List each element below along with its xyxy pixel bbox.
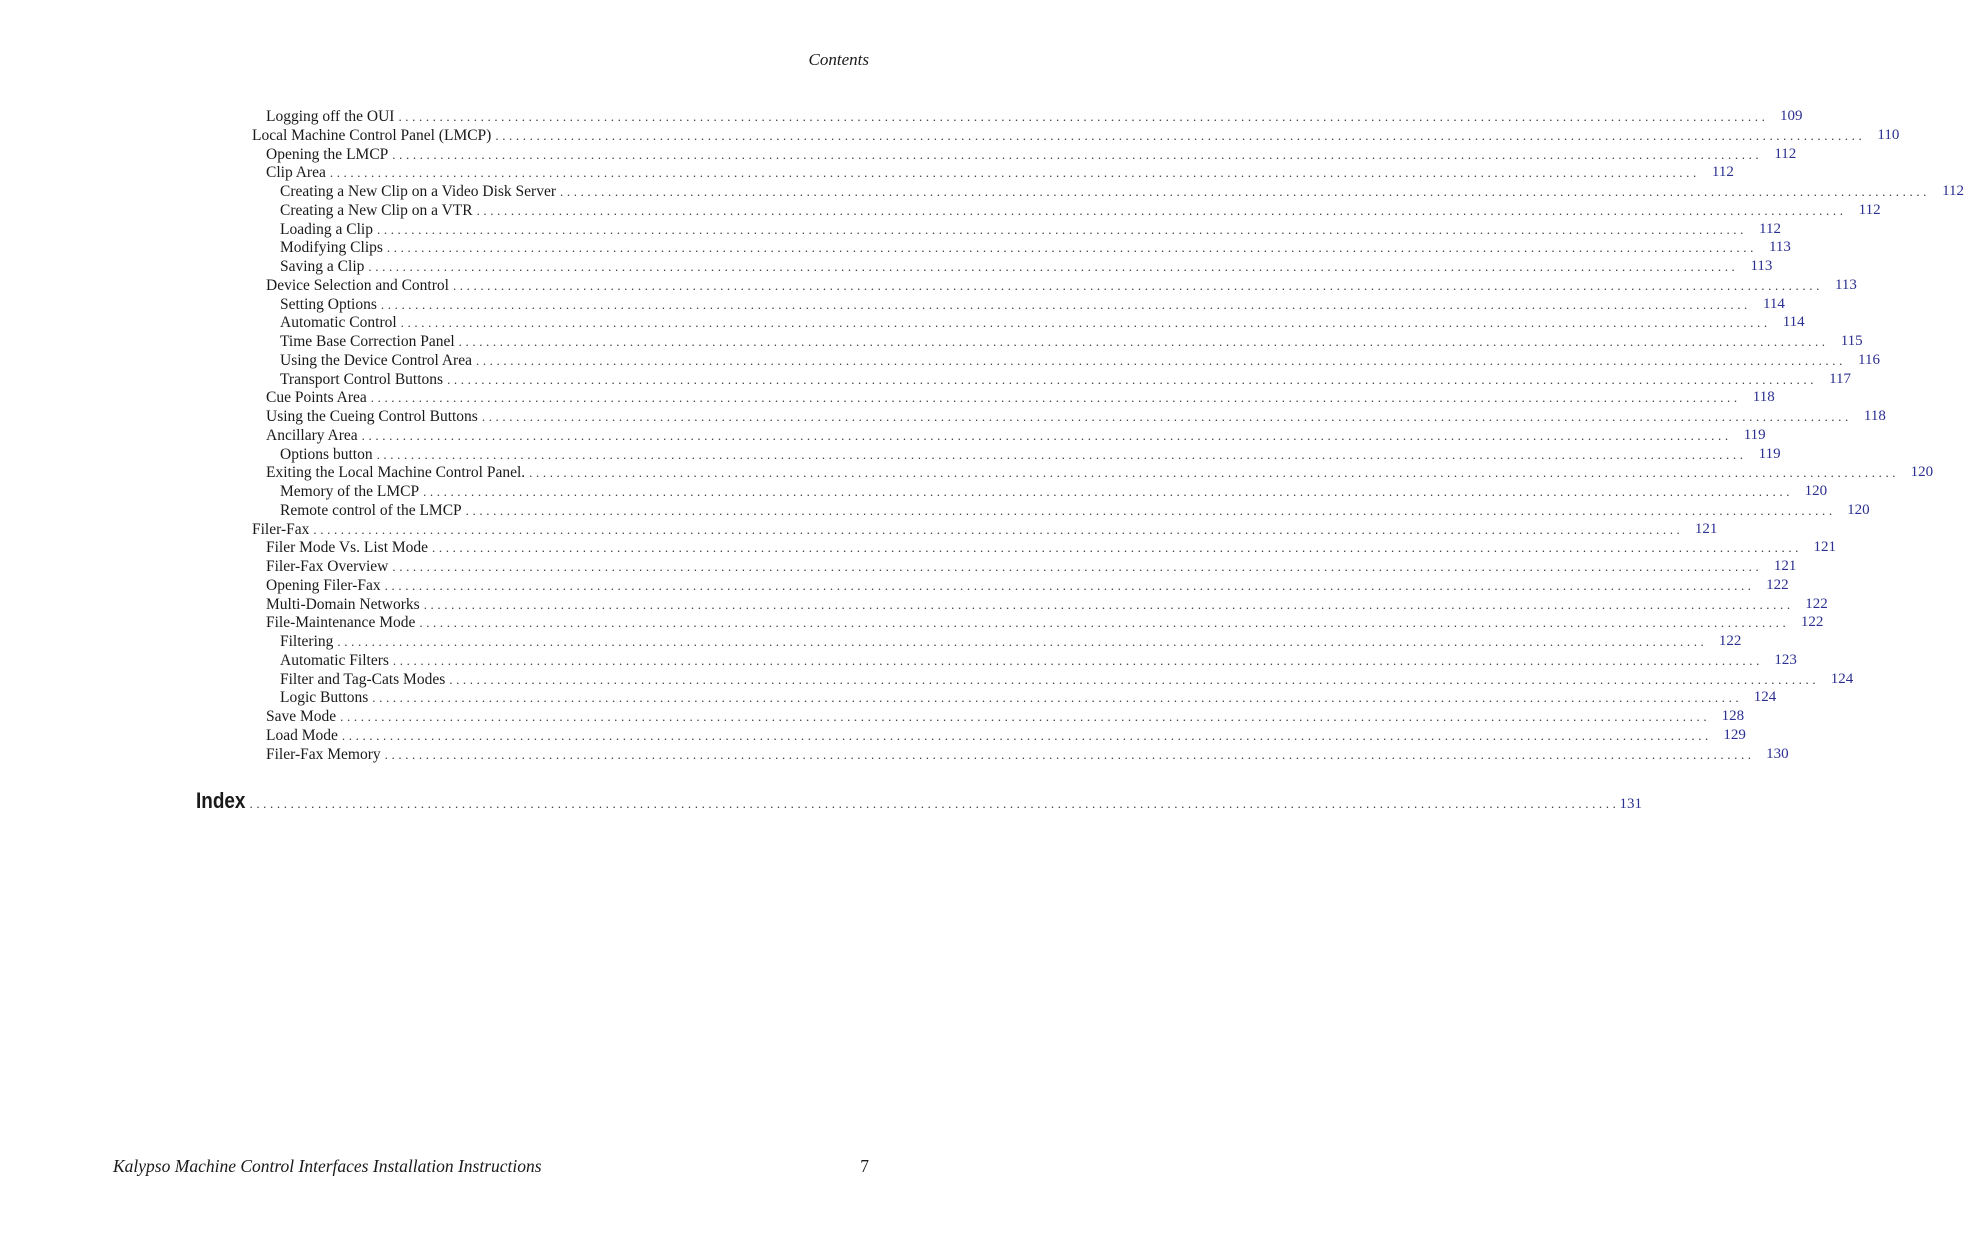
toc-entry-title[interactable]: Filtering	[280, 633, 334, 650]
dot-leader: ........................................................................................................................................................................................................	[529, 465, 1900, 481]
toc-entry[interactable]	[0, 126, 1900, 145]
toc-entry[interactable]	[0, 351, 1880, 370]
toc-entry-page-link[interactable]: 130	[1766, 745, 1789, 762]
toc-entry-page-link[interactable]: 113	[1768, 239, 1791, 256]
toc-entry-page-link[interactable]: 124	[1753, 689, 1777, 706]
dot-leader: ........................................................................................................................................................................................................	[380, 296, 1751, 312]
index-heading[interactable]: Index	[196, 788, 246, 813]
footer-document-title: Kalypso Machine Control Interfaces Installation Instructions	[113, 1156, 542, 1176]
toc-entry-title[interactable]: Filer Mode Vs. List Mode	[266, 539, 429, 557]
toc-entry[interactable]	[0, 107, 1803, 126]
toc-entry[interactable]	[0, 388, 1775, 407]
toc-entry[interactable]	[0, 220, 1781, 239]
toc-entry[interactable]	[0, 238, 1791, 257]
dot-leader: ........................................................................................................................................................................................................	[423, 484, 1794, 499]
toc-entry-title[interactable]: Device Selection and Control	[266, 276, 449, 294]
toc-entry-page-link[interactable]: 122	[1718, 633, 1742, 649]
toc-entry-title[interactable]: Creating a New Clip on a Video Disk Server	[280, 183, 557, 200]
dot-leader: ........................................................................................................................................................................................................	[313, 521, 1684, 537]
toc-entry-page-link[interactable]: 112	[1711, 164, 1734, 181]
toc-entry-title[interactable]: Exiting the Local Machine Control Panel.	[266, 464, 526, 482]
toc-entry-page-link[interactable]: 118	[1863, 408, 1886, 424]
toc-entry-page-link[interactable]: 114	[1782, 314, 1805, 331]
toc-entry[interactable]	[0, 651, 1797, 670]
toc-entry-title[interactable]: Time Base Correction Panel	[280, 333, 455, 350]
dot-leader: ........................................................................................................................................................................................................	[400, 315, 1771, 331]
dot-leader: ........................................................................................................................................................................................................	[249, 796, 1620, 811]
toc-entry-title[interactable]: Loading a Clip	[280, 220, 373, 238]
dot-leader: ........................................................................................................................................................................................................	[423, 596, 1794, 612]
toc-entry-title[interactable]: Local Machine Control Panel (LMCP)	[252, 126, 492, 144]
toc-entry-page-link[interactable]: 121	[1813, 539, 1837, 556]
toc-entry-page-link[interactable]: 128	[1721, 708, 1745, 724]
dot-leader: ........................................................................................................................................................................................................	[465, 502, 1836, 518]
toc-entry-page-link[interactable]: 113	[1750, 258, 1773, 274]
toc-entry[interactable]	[0, 370, 1852, 389]
toc-entry[interactable]	[0, 707, 1745, 726]
toc-entry-page-link[interactable]: 110	[1877, 126, 1900, 143]
toc-entry[interactable]	[0, 557, 1797, 576]
toc-entry-title[interactable]: Opening Filer-Fax	[266, 576, 381, 594]
toc-entry-title[interactable]: Setting Options	[280, 295, 377, 313]
toc-entry-page-link[interactable]: 119	[1758, 445, 1781, 462]
dot-leader: ........................................................................................................................................................................................................	[398, 109, 1769, 124]
toc-entry-page-link[interactable]: 112	[1858, 201, 1881, 218]
dot-leader: ........................................................................................................................................................................................................	[341, 727, 1712, 743]
toc-entry-title[interactable]: Options button	[280, 445, 373, 463]
dot-leader: ........................................................................................................................................................................................................	[475, 352, 1846, 368]
toc-entry[interactable]	[0, 332, 1863, 351]
toc-entry-title[interactable]: File-Maintenance Mode	[266, 614, 416, 632]
toc-entry-title[interactable]: Memory of the LMCP	[280, 483, 420, 500]
toc-entry-title[interactable]: Automatic Control	[280, 314, 397, 332]
dot-leader: ........................................................................................................................................................................................................	[452, 277, 1823, 293]
dot-leader: ........................................................................................................................................................................................................	[377, 221, 1747, 237]
toc-entry-page-link[interactable]: 123	[1774, 651, 1797, 668]
toc-entry-title[interactable]: Transport Control Buttons	[280, 370, 444, 388]
toc-entry-page-link[interactable]: 112	[1942, 183, 1964, 199]
toc-entry-page-link[interactable]: 119	[1743, 426, 1766, 443]
toc-entry[interactable]	[0, 745, 1789, 764]
dot-leader: ........................................................................................................................................................................................................	[372, 690, 1743, 706]
dot-leader: ........................................................................................................................................................................................................	[386, 240, 1757, 256]
toc-entry[interactable]	[0, 595, 1828, 614]
dot-leader: ........................................................................................................................................................................................................	[449, 671, 1820, 687]
dot-leader: ........................................................................................................................................................................................................	[432, 540, 1803, 556]
toc-entry[interactable]	[0, 576, 1789, 595]
dot-leader: ........................................................................................................................................................................................................	[337, 634, 1708, 649]
toc-entry-title[interactable]: Creating a New Clip on a VTR	[280, 201, 473, 219]
toc-entry[interactable]	[0, 670, 1854, 689]
toc-entry[interactable]	[0, 726, 1746, 745]
toc-entry-page-link[interactable]: 109	[1779, 108, 1803, 124]
dot-leader: ........................................................................................................................................................................................................	[481, 409, 1852, 424]
toc-entry-title[interactable]: Logic Buttons	[280, 689, 369, 707]
dot-leader: ........................................................................................................................................................................................................	[392, 559, 1763, 574]
toc-entry[interactable]	[0, 632, 1742, 651]
toc-entry-title[interactable]: Clip Area	[266, 164, 326, 182]
toc-entry-page-link[interactable]: 115	[1840, 333, 1863, 349]
toc-entry-index[interactable]	[0, 786, 1642, 814]
toc-entry-title[interactable]: Filer-Fax Overview	[266, 558, 389, 575]
toc-entry[interactable]	[0, 182, 1964, 201]
toc-entry[interactable]	[0, 201, 1881, 220]
dot-leader: ........................................................................................................................................................................................................	[392, 652, 1763, 668]
dot-leader: ........................................................................................................................................................................................................	[361, 427, 1732, 443]
toc-entry[interactable]	[0, 295, 1785, 314]
toc-entry[interactable]	[0, 463, 1934, 482]
dot-leader: ........................................................................................................................................................................................................	[376, 446, 1747, 462]
toc-entry[interactable]	[0, 426, 1766, 445]
toc-entry-title[interactable]: Saving a Clip	[280, 258, 365, 275]
toc-entry[interactable]	[0, 688, 1777, 707]
toc-entry-page-link[interactable]: 120	[1847, 501, 1870, 518]
toc-entry-page-link[interactable]: 121	[1773, 558, 1797, 574]
toc-entry[interactable]	[0, 445, 1781, 464]
toc-entry[interactable]	[0, 501, 1870, 520]
dot-leader: ........................................................................................................................................................................................................	[458, 334, 1829, 349]
toc-entry-title[interactable]: Filer-Fax	[252, 520, 310, 538]
toc-entry-page-link[interactable]: 118	[1752, 389, 1775, 406]
dot-leader: ........................................................................................................................................................................................................	[329, 165, 1700, 181]
toc-entry[interactable]	[0, 257, 1773, 276]
toc-entry-title[interactable]: Remote control of the LMCP	[280, 501, 462, 519]
toc-entry[interactable]	[0, 482, 1828, 501]
toc-entry-page-link[interactable]: 120	[1910, 464, 1934, 481]
toc-entry-page-link[interactable]: 122	[1805, 595, 1828, 612]
toc-entry[interactable]	[0, 163, 1734, 182]
toc-entry-title[interactable]: Load Mode	[266, 726, 338, 744]
toc-entry-page-link[interactable]: 112	[1774, 145, 1797, 162]
dot-leader: ........................................................................................................................................................................................................	[340, 709, 1711, 724]
toc-entry-title[interactable]: Using the Cueing Control Buttons	[266, 408, 478, 425]
toc-entry-page-link[interactable]: 120	[1804, 483, 1828, 499]
dot-leader: ........................................................................................................................................................................................................	[384, 746, 1755, 762]
toc-entry-title[interactable]: Logging off the OUI	[266, 108, 395, 125]
toc-entry-title[interactable]: Automatic Filters	[280, 651, 389, 669]
dot-leader: ........................................................................................................................................................................................................	[495, 127, 1866, 143]
toc-entry[interactable]	[0, 276, 1857, 295]
dot-leader: ........................................................................................................................................................................................................	[384, 577, 1755, 593]
toc-entry-title[interactable]: Opening the LMCP	[266, 145, 389, 163]
toc-entry-title[interactable]: Ancillary Area	[266, 426, 358, 444]
toc-entry-title[interactable]: Cue Points Area	[266, 389, 367, 407]
dot-leader: ........................................................................................................................................................................................................	[392, 146, 1763, 162]
dot-leader: ........................................................................................................................................................................................................	[476, 202, 1847, 218]
toc-entry-page-link[interactable]: 124	[1830, 670, 1854, 687]
toc-entry-page-link[interactable]: 122	[1766, 576, 1789, 593]
dot-leader: ........................................................................................................................................................................................................	[447, 371, 1818, 387]
index-page-link[interactable]: 131	[1619, 796, 1642, 812]
toc-entry[interactable]	[0, 407, 1886, 426]
dot-leader: ........................................................................................................................................................................................................	[560, 184, 1931, 199]
running-head: Contents	[808, 50, 869, 69]
dot-leader: ........................................................................................................................................................................................................	[419, 615, 1790, 631]
toc-entry-page-link[interactable]: 129	[1723, 726, 1746, 743]
toc-entry-title[interactable]: Modifying Clips	[280, 239, 383, 257]
dot-leader: ........................................................................................................................................................................................................	[368, 259, 1739, 274]
toc-entry-title[interactable]: Filter and Tag-Cats Modes	[280, 670, 446, 688]
toc-entry-page-link[interactable]: 122	[1800, 614, 1824, 631]
toc-entry-title[interactable]: Using the Device Control Area	[280, 351, 472, 369]
footer-page-number: 7	[860, 1156, 869, 1176]
toc-entry-page-link[interactable]: 121	[1694, 520, 1718, 537]
toc-entry[interactable]	[0, 613, 1824, 632]
toc-entry-page-link[interactable]: 114	[1762, 295, 1785, 312]
toc-entry-page-link[interactable]: 116	[1858, 351, 1880, 368]
toc-entry[interactable]	[0, 520, 1718, 539]
toc-entry-title[interactable]: Filer-Fax Memory	[266, 745, 381, 763]
toc-entry[interactable]	[0, 313, 1805, 332]
toc-entry-page-link[interactable]: 112	[1759, 220, 1781, 237]
toc-entry-title[interactable]: Multi-Domain Networks	[266, 595, 420, 613]
dot-leader: ........................................................................................................................................................................................................	[370, 390, 1741, 406]
toc-entry[interactable]	[0, 145, 1797, 164]
toc-entry[interactable]	[0, 538, 1837, 557]
toc-entry-page-link[interactable]: 117	[1829, 370, 1852, 387]
toc-entry-title[interactable]: Save Mode	[266, 708, 337, 725]
toc-entry-page-link[interactable]: 113	[1834, 276, 1857, 293]
